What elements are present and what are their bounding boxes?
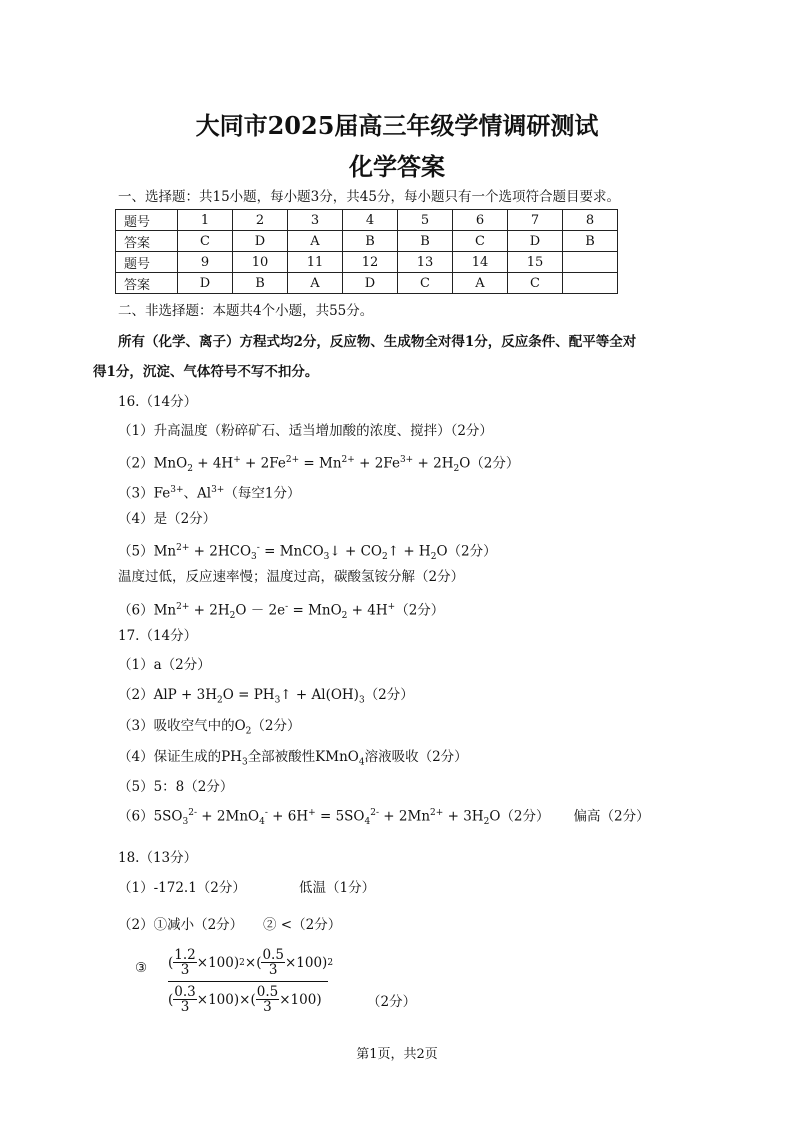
row-label-answer: 答案: [116, 273, 178, 294]
page-subtitle: 化学答案: [349, 152, 445, 181]
expression-numerator: ( $\frac{1.2}{3}$ ×100 ) 2 × ( $\frac{0.5}{3}$ ×100 ) 2: [168, 947, 334, 978]
q17-answer-2: $(2)AlP + 3H_2O$ = $PH_3↑ + Al(OH)_3(2$分）: [118, 687, 414, 706]
q17-title: 17.（14分）: [118, 628, 198, 644]
q17-answer-6-extra: 偏高（2分）: [573, 808, 650, 825]
answer-cell: D: [343, 273, 398, 294]
question-number-cell: 13: [398, 252, 453, 273]
question-number-cell: 4: [343, 210, 398, 231]
answer-cell: A: [288, 231, 343, 252]
q16-answer-1: （1）升高温度（粉碎矿石、适当增加酸的浓度、搅拌）（2分）: [118, 423, 493, 439]
q16-answer-5: $(5)Mn^{2+} + 2HCO_3^-$ = MnCO$_3$↓ + $CO_2↑ + H_2O(2$分）: [118, 543, 497, 563]
table-row: [116, 210, 618, 231]
q16-answer-4: （4）是（2分）: [118, 511, 217, 527]
page-footer: 第1页，共2页: [356, 1047, 438, 1062]
answer-cell: B: [398, 231, 453, 252]
answer-cell: C: [178, 231, 233, 252]
scoring-note-line1: 所有（化学、离子）方程式均2分，反应物、生成物全对得1分，反应条件、配平等全对: [118, 334, 637, 350]
section2-heading: 二、非选择题：本题共4个小题，共55分。: [118, 303, 374, 319]
q18-answer-3-score: （2分）: [367, 994, 417, 1010]
answer-table: [115, 209, 618, 294]
answer-cell: C: [398, 273, 453, 294]
question-number-cell: 10: [233, 252, 288, 273]
q17-answer-1: （1）a（2分）: [118, 657, 211, 673]
q18-title: 18.（13分）: [118, 850, 198, 866]
question-number-cell: 14: [453, 252, 508, 273]
question-number-cell: 5: [398, 210, 453, 231]
q16-title: 16.（14分）: [118, 394, 198, 410]
scoring-note-line2: 得1分，沉淀、气体符号不写不扣分。: [93, 364, 319, 380]
q18-answer-3-marker: ③: [135, 960, 148, 976]
q16-answer-3: $(3)Fe^{3+}$、$Al^{3+}$（每空1分）: [118, 485, 301, 502]
q17-answer-3: （3）吸收空气中的$O_2(2$分）: [118, 718, 301, 737]
question-number-cell: 15: [508, 252, 563, 273]
answer-cell: C: [453, 231, 508, 252]
q16-answer-2: $(2)MnO_2 + 4H^+ + 2Fe^{2+} = Mn^{2+} + 2Fe^{3+} + 2H_2O(2$分）: [118, 455, 520, 475]
table-row: [116, 231, 618, 252]
row-label-answer: 答案: [116, 231, 178, 252]
answer-cell: D: [233, 231, 288, 252]
answer-cell: B: [233, 273, 288, 294]
question-number-cell: 7: [508, 210, 563, 231]
q18-answer-1b: 低温（1分）: [299, 880, 376, 896]
q16-answer-6: $(6)Mn^{2+} + 2H_2O - 2e^- = MnO_2 + 4H^+(2$分）: [118, 602, 445, 622]
answer-cell: D: [178, 273, 233, 294]
q17-answer-4: （4）保证生成的$PH_3$全部被酸性KMnO$_4$溶液吸收（2分）: [118, 749, 468, 768]
question-number-cell: 3: [288, 210, 343, 231]
row-label-question: 题号: [116, 210, 178, 231]
q18-answer-1: （1）-172.1（2分）: [118, 880, 246, 896]
expression-denominator: ( $\frac{0.3}{3}$ ×100 ) × ( $\frac{0.5}{3}$ ×100 ): [168, 984, 322, 1015]
question-number-cell: 12: [343, 252, 398, 273]
question-number-cell: 1: [178, 210, 233, 231]
answer-cell: B: [343, 231, 398, 252]
q18-answer-2b: ② <（2分）: [263, 917, 342, 933]
q17-answer-6: $(6)5SO_3^{2-} + 2MnO_4^- + 6H^+ = 5SO_4^{2-} + 2Mn^{2+} + 3H_2O(2$分） 偏高（2分）: [118, 808, 650, 828]
table-row: [116, 252, 618, 273]
equilibrium-constant-expression: [168, 948, 333, 1014]
question-number-cell: 6: [453, 210, 508, 231]
question-number-cell: 8: [563, 210, 618, 231]
question-number-cell: [563, 252, 618, 273]
answer-cell: A: [288, 273, 343, 294]
question-number-cell: 9: [178, 252, 233, 273]
answer-cell: C: [508, 273, 563, 294]
answer-cell: B: [563, 231, 618, 252]
q17-answer-5: （5）5：8（2分）: [118, 779, 234, 795]
q18-answer-2: （2）①减小（2分）: [118, 917, 244, 933]
section1-heading: 一、选择题：共15小题，每小题3分，共45分，每小题只有一个选项符合题目要求。: [118, 189, 620, 205]
q16-answer-5b: 温度过低，反应速率慢；温度过高，碳酸氢铵分解（2分）: [118, 569, 465, 585]
fraction-bar: [168, 981, 328, 982]
answer-cell: A: [453, 273, 508, 294]
answer-cell: D: [508, 231, 563, 252]
table-row: [116, 273, 618, 294]
question-number-cell: 2: [233, 210, 288, 231]
page-title: 大同市2025届高三年级学情调研测试: [195, 111, 599, 140]
row-label-question: 题号: [116, 252, 178, 273]
question-number-cell: 11: [288, 252, 343, 273]
answer-cell: [563, 273, 618, 294]
